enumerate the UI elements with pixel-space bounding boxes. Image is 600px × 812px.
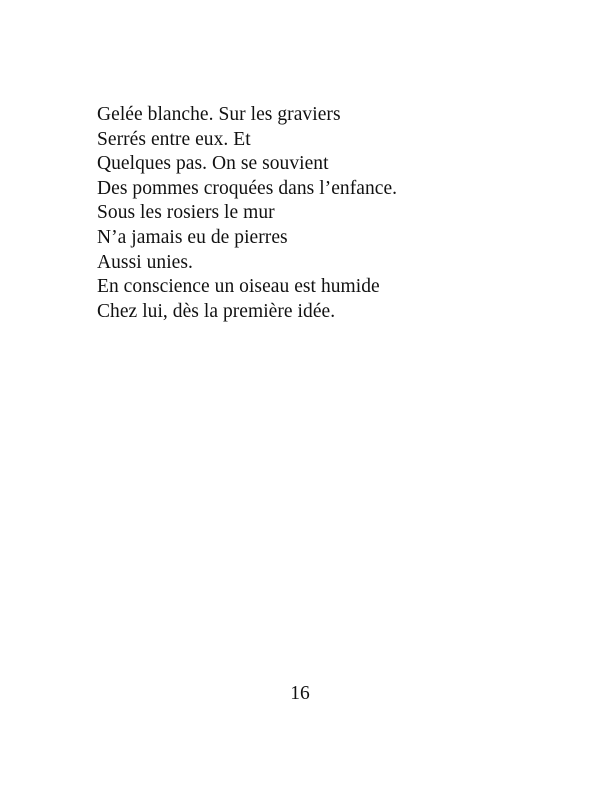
poem-line: En conscience un oiseau est humide <box>97 276 380 298</box>
poem-line: Quelques pas. On se souvient <box>97 153 329 175</box>
poem-line: Aussi unies. <box>97 251 193 273</box>
poem-line: Serrés entre eux. Et <box>97 128 251 150</box>
poem-line: Sous les rosiers le mur <box>97 202 275 224</box>
poem-line: Des pommes croquées dans l’enfance. <box>97 177 398 199</box>
poem-text <box>97 103 517 324</box>
page-number: 16 <box>290 683 310 704</box>
poem-line: Gelée blanche. Sur les graviers <box>97 104 341 125</box>
poem-line: N’a jamais eu de pierres <box>97 226 288 248</box>
poem-line: Chez lui, dès la première idée. <box>97 300 336 322</box>
